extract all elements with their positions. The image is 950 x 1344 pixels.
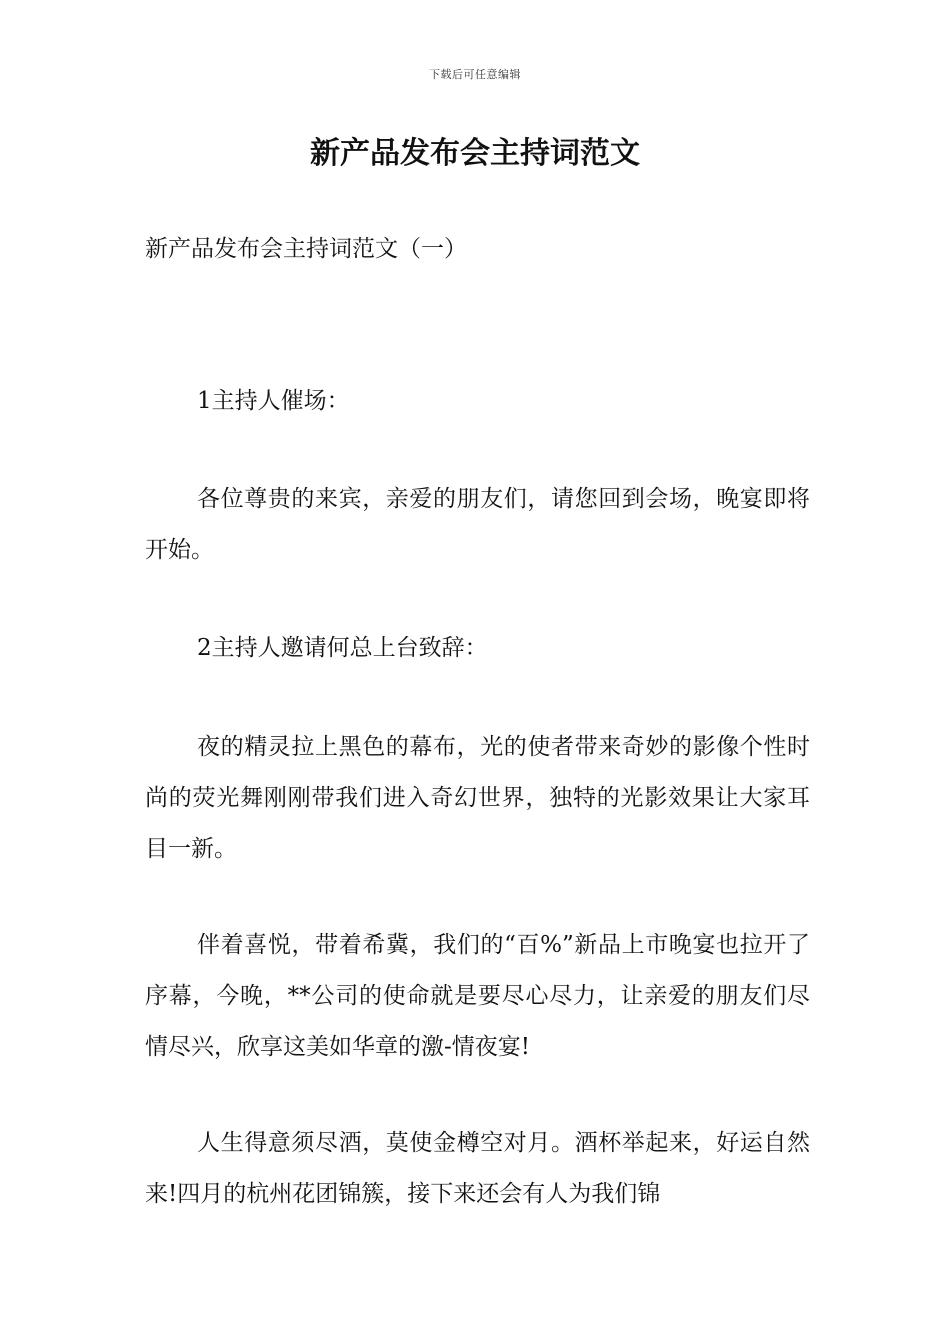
- header-note: 下载后可任意编辑: [429, 68, 521, 81]
- section-heading-1: 1主持人催场：: [197, 388, 350, 414]
- paragraph-4: 人生得意须尽酒，莫使金樽空对月。酒杯举起来，好运自然来!四月的杭州花团锦簇，接下来还会有人为我们锦: [145, 1130, 810, 1207]
- page-title: 新产品发布会主持词范文: [310, 136, 640, 171]
- paragraph-1: 各位尊贵的来宾，亲爱的朋友们，请您回到会场，晚宴即将开始。: [145, 486, 810, 563]
- document-subtitle: 新产品发布会主持词范文（一）: [145, 236, 467, 262]
- paragraph-2: 夜的精灵拉上黑色的幕布，光的使者带来奇妙的影像个性时尚的荧光舞刚刚带我们进入奇幻世界，独特的光影效果让大家耳目一新。: [145, 734, 810, 862]
- section-heading-2: 2主持人邀请何总上台致辞：: [197, 635, 488, 661]
- paragraph-3: 伴着喜悦，带着希冀，我们的“百%”新品上市晚宴也拉开了序幕，今晚，**公司的使命就是要尽心尽力，让亲爱的朋友们尽情尽兴，欣享这美如华章的激-情夜宴!: [145, 932, 810, 1060]
